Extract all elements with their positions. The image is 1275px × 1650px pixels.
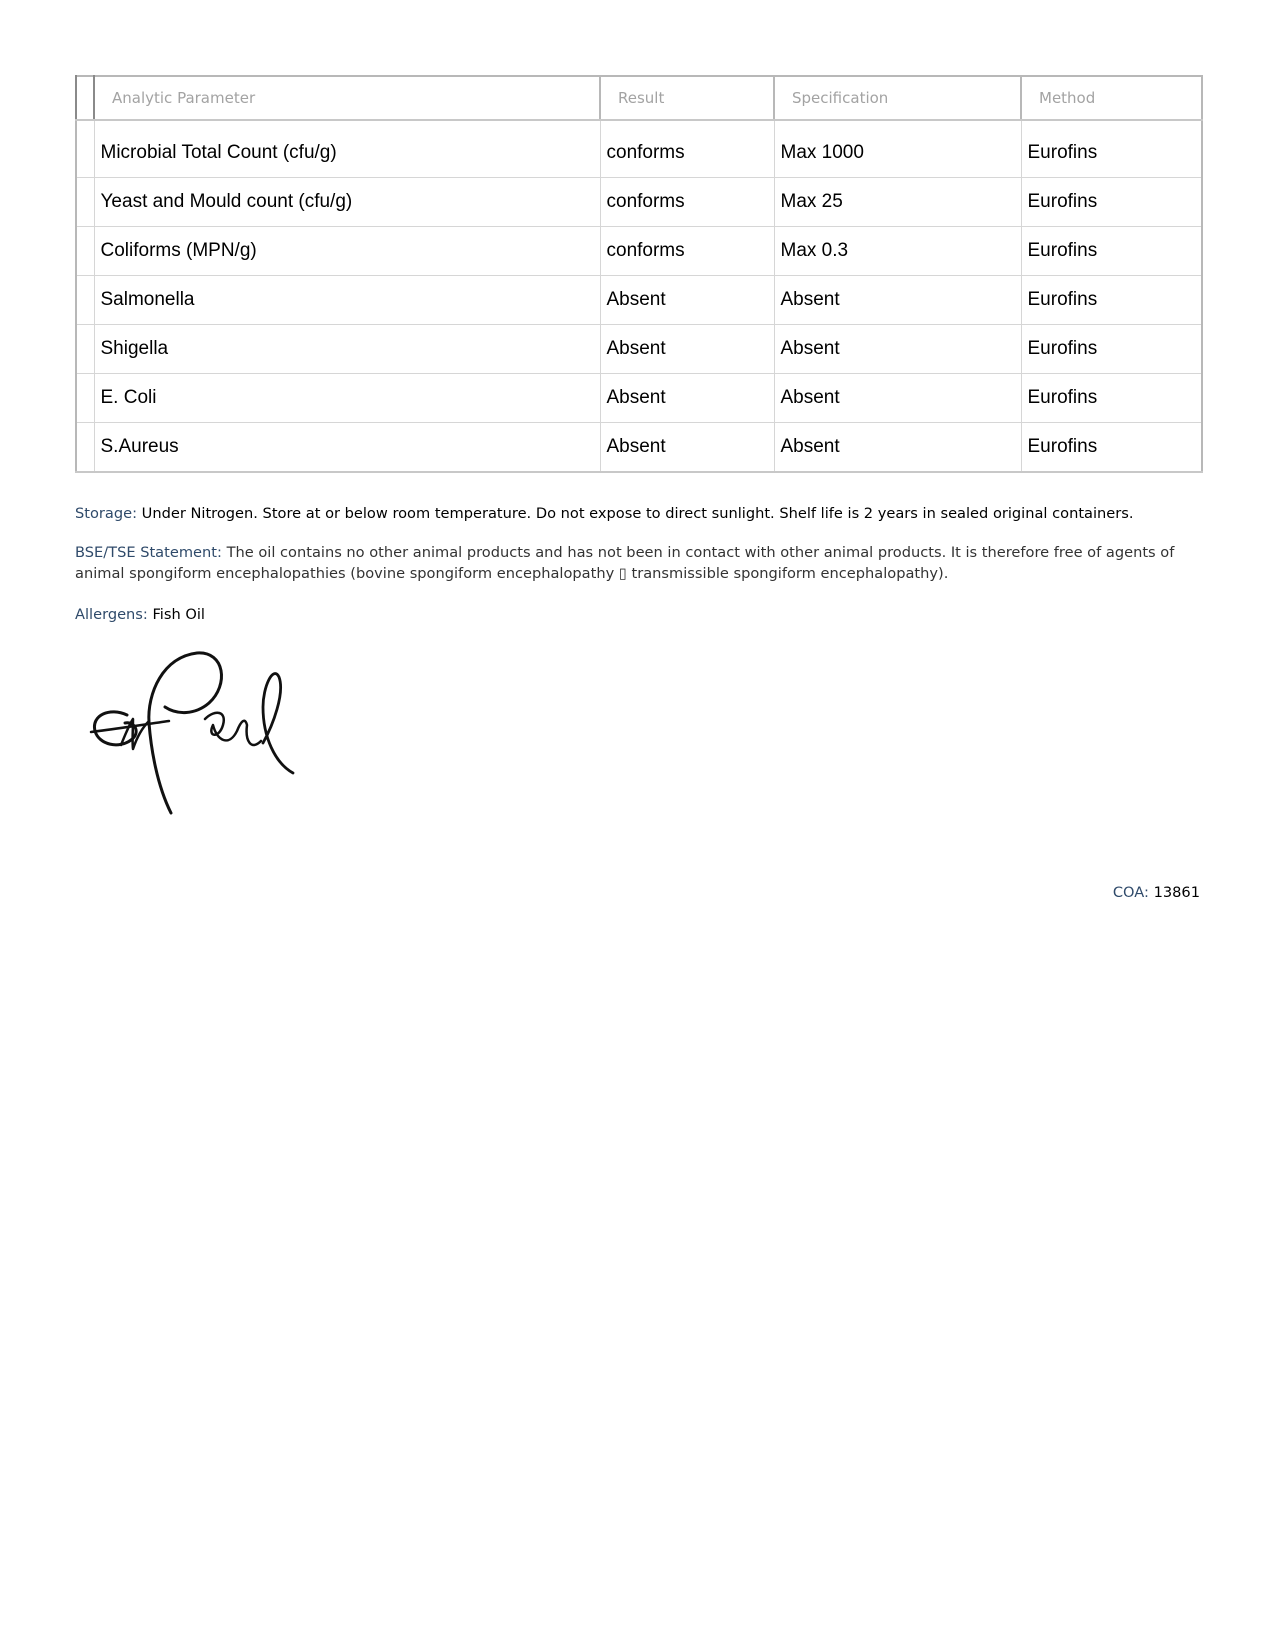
cell-method: Eurofins: [1021, 178, 1202, 227]
cell-parameter: Yeast and Mould count (cfu/g): [94, 178, 600, 227]
table-row: [76, 276, 1202, 325]
table-row: [76, 178, 1202, 227]
allergens-label: Allergens:: [75, 606, 148, 623]
cell-parameter: E. Coli: [94, 374, 600, 423]
table-row: [76, 227, 1202, 276]
cell-method: Eurofins: [1021, 276, 1202, 325]
cell-method: Eurofins: [1021, 325, 1202, 374]
cell-result: Absent: [600, 325, 774, 374]
bse-tse-statement: [75, 542, 1205, 584]
allergens-statement: [75, 604, 1205, 625]
coa-number: [1113, 882, 1200, 903]
coa-label: COA:: [1112, 884, 1149, 901]
storage-label: Storage:: [75, 505, 138, 522]
cell-result: conforms: [600, 178, 774, 227]
header-specification: Specification: [774, 76, 1021, 120]
cell-specification: Max 1000: [774, 129, 1021, 178]
cell-result: conforms: [600, 129, 774, 178]
cell-result: Absent: [600, 423, 774, 473]
cell-method: Eurofins: [1021, 227, 1202, 276]
cell-method: Eurofins: [1021, 423, 1202, 473]
analysis-table: [75, 75, 1203, 473]
table-spacer-row: [76, 120, 1202, 129]
table-row: [76, 374, 1202, 423]
storage-statement: [75, 503, 1205, 524]
bse-label: BSE/TSE Statement:: [75, 544, 222, 561]
header-method: Method: [1021, 76, 1202, 120]
table-row: [76, 325, 1202, 374]
storage-text: Under Nitrogen. Store at or below room temperature. Do not expose to direct sunlight. Shelf life is 2 years in sealed original containers.: [141, 505, 1134, 522]
cell-method: Eurofins: [1021, 129, 1202, 178]
cell-result: Absent: [600, 374, 774, 423]
cell-specification: Absent: [774, 325, 1021, 374]
cell-specification: Max 25: [774, 178, 1021, 227]
cell-specification: Absent: [774, 374, 1021, 423]
cell-parameter: S.Aureus: [94, 423, 600, 473]
table-row: [76, 423, 1202, 473]
signature-image: [85, 645, 315, 825]
header-analytic-parameter: Analytic Parameter: [94, 76, 600, 120]
cell-parameter: Coliforms (MPN/g): [94, 227, 600, 276]
cell-method: Eurofins: [1021, 374, 1202, 423]
header-gutter: [76, 76, 94, 120]
bse-text: The oil contains no other animal products and has not been in contact with other animal products. It is therefore free of agents of animal spongiform encephalopathies (bovine spongiform encephalopathy ▯ transmissible spongiform encephalopathy).: [75, 544, 1175, 582]
table-header-row: [76, 76, 1202, 120]
cell-specification: Absent: [774, 276, 1021, 325]
cell-result: conforms: [600, 227, 774, 276]
cell-result: Absent: [600, 276, 774, 325]
coa-value: 13861: [1153, 884, 1200, 901]
table-row: [76, 129, 1202, 178]
header-result: Result: [600, 76, 774, 120]
cell-parameter: Salmonella: [94, 276, 600, 325]
cell-specification: Absent: [774, 423, 1021, 473]
cell-parameter: Shigella: [94, 325, 600, 374]
cell-parameter: Microbial Total Count (cfu/g): [94, 129, 600, 178]
allergens-text: Fish Oil: [152, 606, 205, 623]
cell-specification: Max 0.3: [774, 227, 1021, 276]
